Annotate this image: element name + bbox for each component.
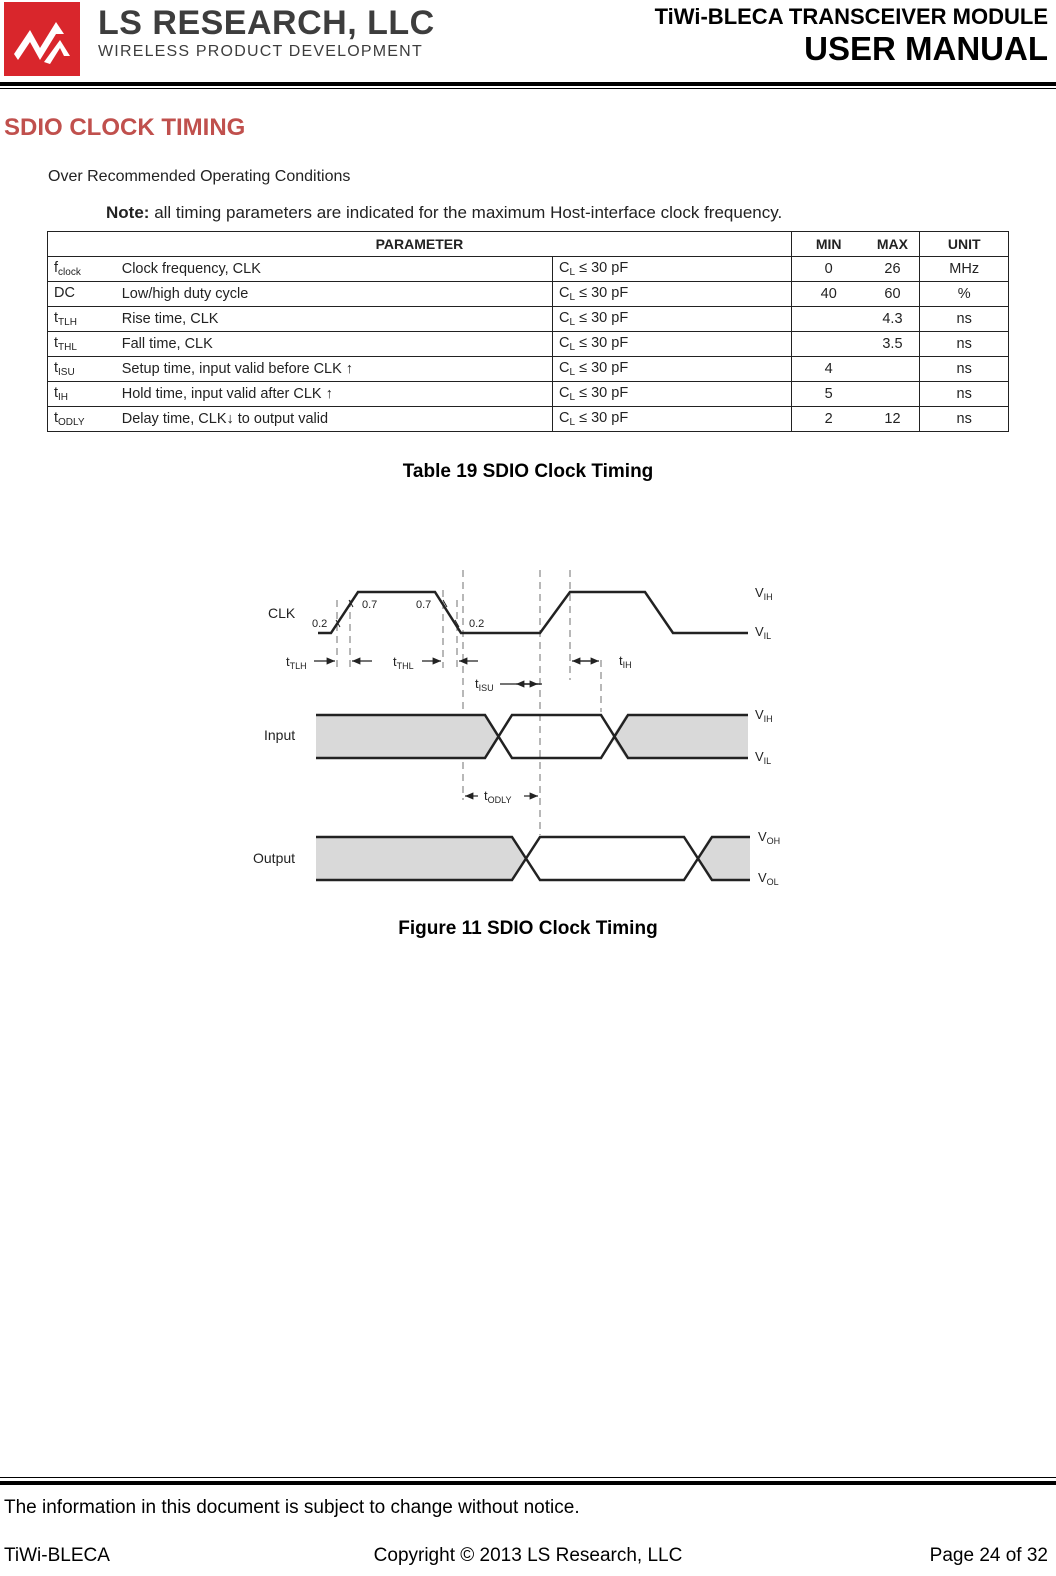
table-row	[48, 307, 1009, 332]
param-unit: ns	[920, 307, 1009, 332]
footer-page-number: Page 24 of 32	[929, 1545, 1048, 1566]
param-max	[866, 357, 920, 382]
param-condition: $C_L \le 30$ pF	[553, 282, 792, 307]
header-parameter: PARAMETER	[48, 232, 792, 257]
operating-conditions: Over Recommended Operating Conditions	[48, 168, 351, 185]
table-row	[48, 257, 1009, 282]
param-symbol: DC	[48, 282, 116, 307]
param-condition: $C_L \le 30$ pF	[553, 307, 792, 332]
param-unit: ns	[920, 357, 1009, 382]
company-tagline: WIRELESS PRODUCT DEVELOPMENT	[98, 43, 423, 60]
tlh-label: $t_{TLH}$	[286, 654, 307, 671]
thl-label: $t_{THL}$	[393, 654, 414, 671]
threshold-high-left: 0.7	[362, 599, 378, 611]
param-min: 2	[791, 407, 865, 432]
param-description: Low/high duty cycle	[116, 282, 553, 307]
table-row	[48, 407, 1009, 432]
input-vil-label: $V_{IL}$	[755, 749, 772, 766]
output-voh-label: $V_{OH}$	[758, 829, 781, 846]
threshold-low-left: 0.2	[312, 618, 328, 630]
company-logo-text	[98, 4, 435, 62]
table-row	[48, 282, 1009, 307]
company-name: LS RESEARCH, LLC	[98, 4, 435, 42]
param-symbol: $t_{THL}$	[48, 332, 116, 357]
sdio-timing-diagram	[240, 560, 800, 900]
param-max	[866, 382, 920, 407]
param-condition: $C_L \le 30$ pF	[553, 357, 792, 382]
clk-waveform	[318, 592, 748, 633]
param-description: Setup time, input valid before CLK ↑	[116, 357, 553, 382]
document-title	[655, 4, 1048, 68]
footer-copyright: Copyright © 2013 LS Research, LLC	[373, 1545, 683, 1566]
param-description: Clock frequency, CLK	[116, 257, 553, 282]
table-row	[48, 357, 1009, 382]
clk-vih-label: $V_{IH}$	[755, 585, 773, 602]
param-unit: %	[920, 282, 1009, 307]
odly-label: $t_{ODLY}$	[484, 788, 512, 805]
param-max: 12	[866, 407, 920, 432]
header-rule-thin	[0, 88, 1056, 89]
param-max: 60	[866, 282, 920, 307]
header-unit: UNIT	[920, 232, 1009, 257]
header-rule	[0, 82, 1056, 86]
param-condition: $C_L \le 30$ pF	[553, 257, 792, 282]
param-unit: MHz	[920, 257, 1009, 282]
param-description: Fall time, CLK	[116, 332, 553, 357]
output-vol-label: $V_{OL}$	[758, 870, 779, 887]
header-max: MAX	[866, 232, 920, 257]
param-unit: ns	[920, 332, 1009, 357]
threshold-low-right: 0.2	[469, 618, 485, 630]
param-max: 4.3	[866, 307, 920, 332]
output-label: Output	[253, 850, 296, 866]
footer-rule-thin	[0, 1477, 1056, 1478]
param-symbol: $t_{TLH}$	[48, 307, 116, 332]
param-symbol: $t_{ODLY}$	[48, 407, 116, 432]
table-caption: Table 19 SDIO Clock Timing	[402, 461, 654, 482]
param-min: 0	[791, 257, 865, 282]
company-logo-icon	[4, 2, 80, 76]
input-vih-label: $V_{IH}$	[755, 707, 773, 724]
table-header-row	[48, 232, 1009, 257]
document-title-line2: USER MANUAL	[804, 30, 1048, 67]
param-min	[791, 332, 865, 357]
sdio-timing-table	[47, 231, 1009, 432]
param-description: Delay time, CLK↓ to output valid	[116, 407, 553, 432]
note-label: Note:	[106, 203, 150, 222]
output-waveform	[316, 837, 750, 880]
param-min: 40	[791, 282, 865, 307]
document-title-line1: TiWi-BLECA TRANSCEIVER MODULE	[654, 4, 1048, 29]
param-condition: $C_L \le 30$ pF	[553, 332, 792, 357]
input-waveform	[316, 715, 748, 758]
note-text: all timing parameters are indicated for the maximum Host-interface clock frequency.	[154, 203, 783, 222]
param-unit: ns	[920, 382, 1009, 407]
note	[106, 203, 782, 223]
param-min: 5	[791, 382, 865, 407]
ih-label: $t_{IH}$	[619, 653, 632, 670]
param-symbol: $t_{ISU}$	[48, 357, 116, 382]
param-max: 26	[866, 257, 920, 282]
header-min: MIN	[791, 232, 865, 257]
param-symbol: $t_{IH}$	[48, 382, 116, 407]
isu-label: $t_{ISU}$	[475, 676, 494, 693]
clk-label: CLK	[268, 605, 296, 621]
threshold-high-right: 0.7	[416, 599, 432, 611]
clk-vil-label: $V_{IL}$	[755, 624, 772, 641]
param-max: 3.5	[866, 332, 920, 357]
figure-caption: Figure 11 SDIO Clock Timing	[398, 918, 658, 939]
param-description: Rise time, CLK	[116, 307, 553, 332]
param-condition: $C_L \le 30$ pF	[553, 382, 792, 407]
param-min	[791, 307, 865, 332]
footer-rule	[0, 1481, 1056, 1485]
param-min: 4	[791, 357, 865, 382]
input-label: Input	[264, 727, 296, 743]
table-row	[48, 332, 1009, 357]
threshold-marks	[336, 600, 459, 627]
footer-notice: The information in this document is subject to change without notice.	[4, 1497, 580, 1518]
footer-product: TiWi-BLECA	[4, 1545, 110, 1566]
table-row	[48, 382, 1009, 407]
section-title: SDIO CLOCK TIMING	[4, 114, 246, 141]
param-unit: ns	[920, 407, 1009, 432]
param-description: Hold time, input valid after CLK ↑	[116, 382, 553, 407]
param-condition: $C_L \le 30$ pF	[553, 407, 792, 432]
param-symbol: $f_{clock}$	[48, 257, 116, 282]
